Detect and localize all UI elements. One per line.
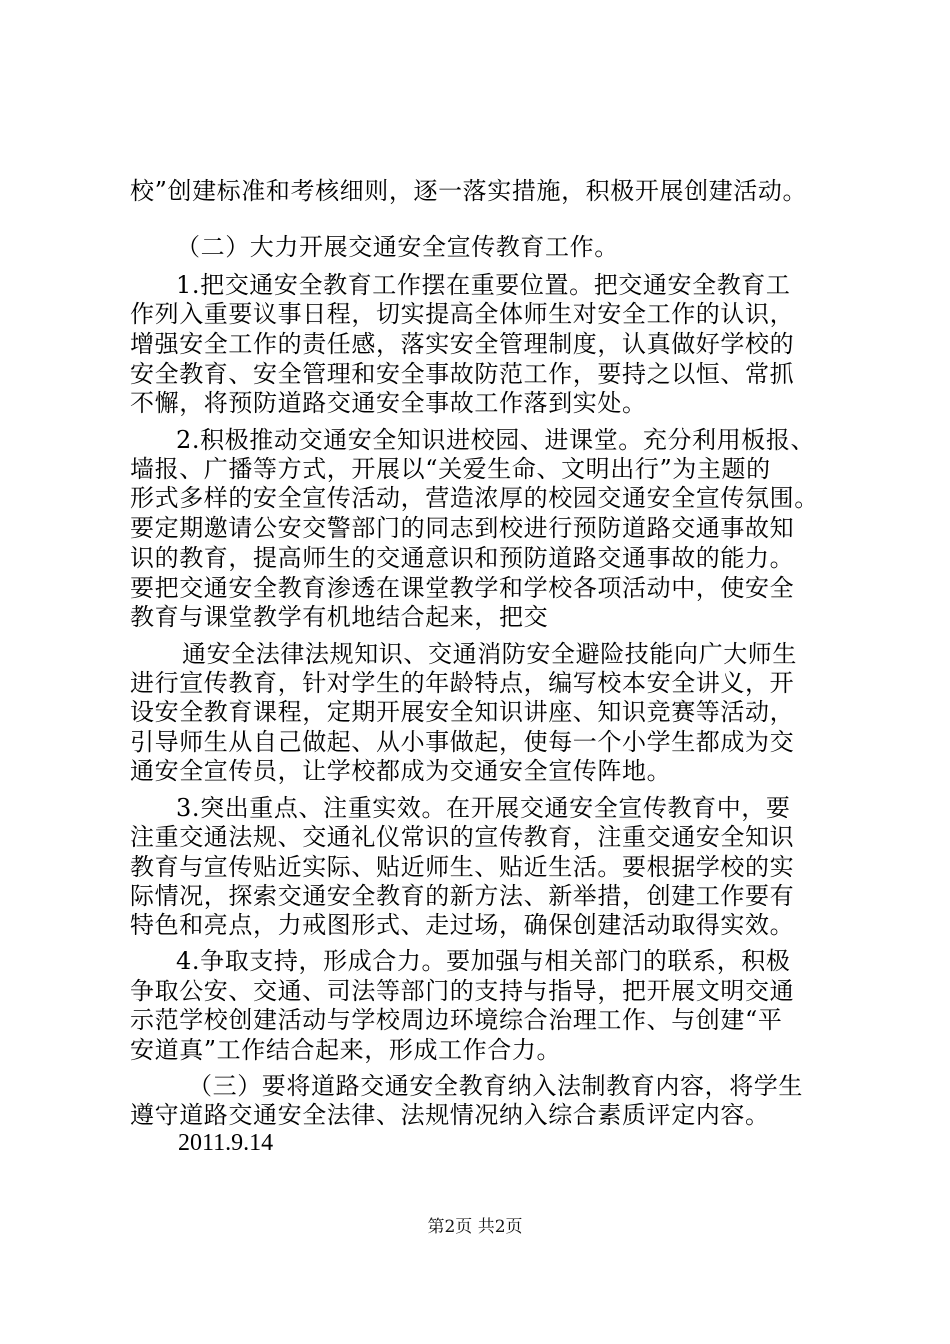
text-line: 通安全法律法规知识、交通消防安全避险技能向广大师生 <box>182 640 797 668</box>
document-date: 2011.9.14 <box>178 1130 274 1156</box>
section-heading: （二）大力开展交通安全宣传教育工作。 <box>176 233 619 261</box>
text-line: 进行宣传教育，针对学生的年龄特点，编写校本安全讲义，开 <box>130 669 795 697</box>
text-line: 设安全教育课程，定期开展安全知识讲座、知识竞赛等活动， <box>130 698 795 726</box>
text-line: 教育与课堂教学有机地结合起来，把交 <box>130 603 549 631</box>
text-line: 注重交通法规、交通礼仪常识的宣传教育，注重交通安全知识 <box>130 823 795 851</box>
text-line: 形式多样的安全宣传活动，营造浓厚的校园交通安全宣传氛围。 <box>130 484 819 512</box>
text-line: 不懈，将预防道路交通安全事故工作落到实处。 <box>130 389 647 417</box>
text-line: 际情况，探索交通安全教育的新方法、新举措，创建工作要有 <box>130 882 795 910</box>
text-line: 争取公安、交通、司法等部门的支持与指导，把开展文明交通 <box>130 977 795 1005</box>
text-line: 校”创建标准和考核细则，逐一落实措施，积极开展创建活动。 <box>130 177 808 205</box>
text-line: 遵守道路交通安全法律、法规情况纳入综合素质评定内容。 <box>130 1101 770 1129</box>
text-line: 3.突出重点、注重实效。在开展交通安全宣传教育中，要 <box>176 794 791 822</box>
text-line: 安全教育、安全管理和安全事故防范工作，要持之以恒、常抓 <box>130 360 795 388</box>
text-line: 2.积极推动交通安全知识进校园、进课堂。充分利用板报、 <box>176 426 816 454</box>
text-line: 特色和亮点，力戒图形式、走过场，确保创建活动取得实效。 <box>130 911 795 939</box>
text-line: 要把交通安全教育渗透在课堂教学和学校各项活动中，使安全 <box>130 574 795 602</box>
text-line: 通安全宣传员，让学校都成为交通安全宣传阵地。 <box>130 757 672 785</box>
text-line: 示范学校创建活动与学校周边环境综合治理工作、与创建“平 <box>130 1006 783 1034</box>
text-line: 墙报、广播等方式，开展以“关爱生命、文明出行”为主题的 <box>130 455 771 483</box>
text-line: 4.争取支持，形成合力。要加强与相关部门的联系，积极 <box>176 947 791 975</box>
page-footer: 第2页 共2页 <box>427 1217 523 1237</box>
text-line: 1.把交通安全教育工作摆在重要位置。把交通安全教育工 <box>176 271 791 299</box>
text-line: 安道真”工作结合起来，形成工作合力。 <box>130 1036 562 1064</box>
text-line: 引导师生从自己做起、从小事做起，使每一个小学生都成为交 <box>130 728 795 756</box>
text-line: 增强安全工作的责任感，落实安全管理制度，认真做好学校的 <box>130 330 795 358</box>
text-line: 要定期邀请公安交警部门的同志到校进行预防道路交通事故知 <box>130 514 795 542</box>
text-line: 教育与宣传贴近实际、贴近师生、贴近生活。要根据学校的实 <box>130 853 795 881</box>
section-heading: （三）要将道路交通安全教育纳入法制教育内容，将学生 <box>188 1072 803 1100</box>
text-line: 作列入重要议事日程，切实提高全体师生对安全工作的认识， <box>130 300 795 328</box>
text-line: 识的教育，提高师生的交通意识和预防道路交通事故的能力。 <box>130 544 795 572</box>
